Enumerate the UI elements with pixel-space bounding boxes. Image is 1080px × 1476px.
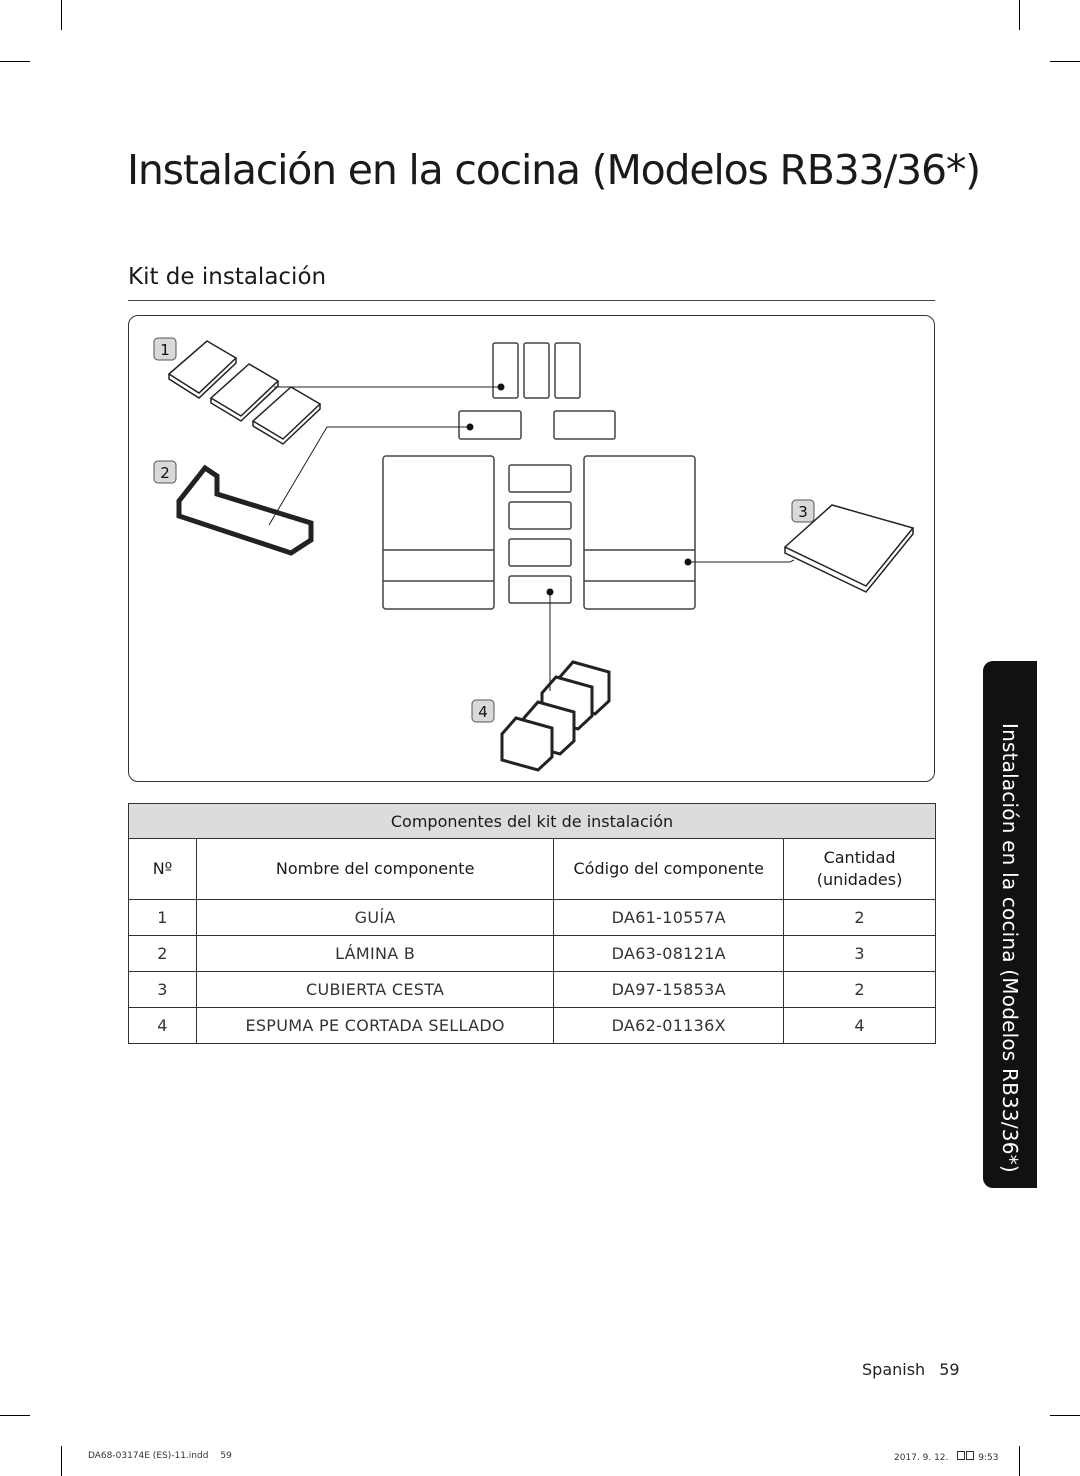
- table-header-row: [129, 839, 936, 900]
- crop-mark: [61, 0, 62, 30]
- footer-language: Spanish: [862, 1360, 926, 1379]
- print-slug-date: [894, 1451, 998, 1463]
- crop-mark: [1019, 0, 1020, 30]
- page-title: Instalación en la cocina (Modelos RB33/36*): [127, 146, 980, 194]
- crop-mark: [0, 61, 30, 62]
- cell-code: DA97-15853A: [554, 972, 784, 1008]
- crop-mark: [0, 1415, 30, 1416]
- sheet-b-illustration: [179, 468, 311, 553]
- callout-badge-3: [792, 500, 814, 522]
- table-row: [129, 900, 936, 936]
- print-file-name: DA68-03174E (ES)-11.indd: [88, 1451, 209, 1461]
- print-glyph-box: [966, 1451, 974, 1460]
- print-glyph-box: [957, 1451, 965, 1460]
- header-code: Código del componente: [554, 839, 784, 900]
- cell-no: 3: [129, 972, 197, 1008]
- print-date: 2017. 9. 12.: [894, 1453, 949, 1463]
- table-row: [129, 1008, 936, 1044]
- cell-no: 2: [129, 936, 197, 972]
- cell-qty: 2: [784, 972, 936, 1008]
- cell-no: 1: [129, 900, 197, 936]
- cell-code: DA63-08121A: [554, 936, 784, 972]
- cell-name: LÁMINA B: [196, 936, 553, 972]
- cell-no: 4: [129, 1008, 197, 1044]
- cell-qty: 3: [784, 936, 936, 972]
- callout-badge-2: [154, 461, 176, 483]
- table-caption-row: [129, 804, 936, 839]
- table-row: [129, 936, 936, 972]
- callout-number: 1: [160, 341, 170, 359]
- callout-number: 4: [478, 703, 488, 721]
- crop-mark: [1050, 61, 1080, 62]
- print-slug-file: [88, 1451, 232, 1461]
- installation-kit-figure: [128, 315, 935, 782]
- cell-qty: 4: [784, 1008, 936, 1044]
- foam-blocks-illustration: [502, 662, 609, 770]
- components-table: [128, 803, 936, 1044]
- callout-number: 3: [798, 503, 808, 521]
- header-no: Nº: [129, 839, 197, 900]
- callout-badge-1: [154, 338, 176, 360]
- chapter-side-text: Instalación en la cocina (Modelos RB33/36*): [998, 723, 1022, 1173]
- crop-mark: [1019, 1446, 1020, 1476]
- crop-mark: [61, 1446, 62, 1476]
- table-caption: Componentes del kit de instalación: [129, 804, 936, 839]
- callout-badge-4: [472, 700, 494, 722]
- page-footer: [862, 1360, 960, 1379]
- header-qty-line2: (unidades): [816, 870, 903, 889]
- header-qty: [784, 839, 936, 900]
- refrigerator-layout: [383, 343, 695, 609]
- section-rule: [128, 300, 935, 301]
- table-row: [129, 972, 936, 1008]
- header-qty-line1: Cantidad: [823, 848, 896, 867]
- print-time: 9:53: [978, 1453, 999, 1463]
- print-page: 59: [220, 1451, 232, 1461]
- cell-code: DA62-01136X: [554, 1008, 784, 1044]
- callout-number: 2: [160, 464, 170, 482]
- crop-mark: [1050, 1415, 1080, 1416]
- cell-name: CUBIERTA CESTA: [196, 972, 553, 1008]
- cell-name: ESPUMA PE CORTADA SELLADO: [196, 1008, 553, 1044]
- guide-strips-illustration: [169, 341, 320, 444]
- page-number: 59: [939, 1360, 960, 1379]
- header-name: Nombre del componente: [196, 839, 553, 900]
- cell-name: GUÍA: [196, 900, 553, 936]
- installation-kit-diagram: [129, 316, 935, 782]
- cell-code: DA61-10557A: [554, 900, 784, 936]
- cell-qty: 2: [784, 900, 936, 936]
- section-heading: Kit de instalación: [128, 264, 327, 290]
